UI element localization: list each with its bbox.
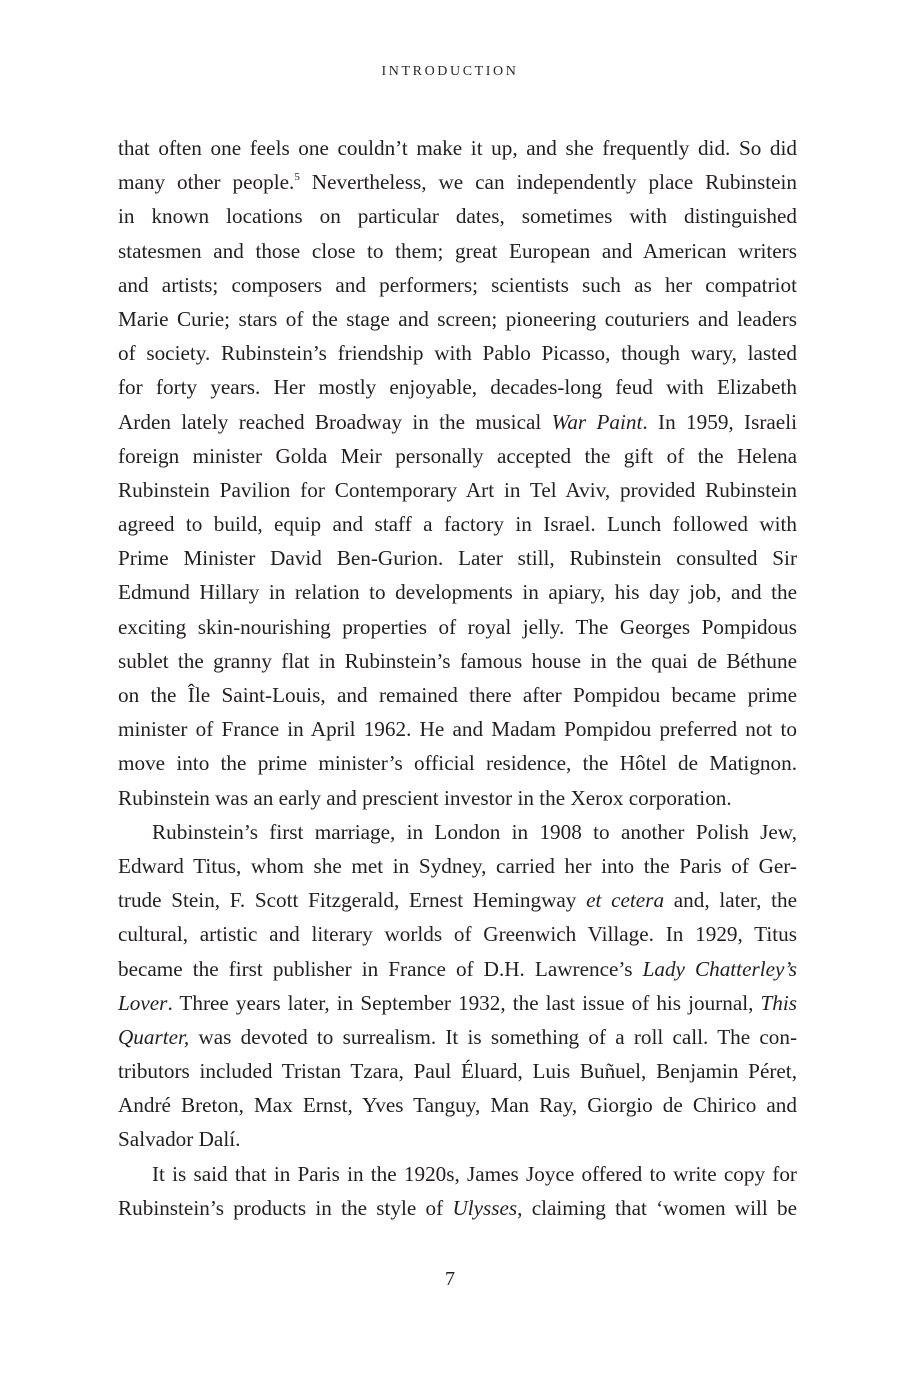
- text-line: [118, 541, 797, 575]
- text-run: Salvador Dalí.: [118, 1127, 241, 1152]
- body-text: [118, 131, 797, 1225]
- text-run: minister of France in April 1962. He and Madam Pompidou preferred not to: [118, 717, 797, 742]
- text-run: foreign minister Golda Meir personally accepted the gift of the Helena: [118, 443, 797, 468]
- text-run: It is said that in Paris in the 1920s, James Joyce offered to write copy for: [152, 1161, 797, 1186]
- text-line: [118, 268, 797, 302]
- text-line: [118, 952, 797, 986]
- text-run: sublet the granny flat in Rubinstein’s famous house in the quai de Béthune: [118, 648, 797, 673]
- text-run: many other people.: [118, 170, 295, 195]
- text-run: statesmen and those close to them; great European and American writers: [118, 238, 797, 263]
- text-line: [118, 917, 797, 951]
- text-line: [118, 199, 797, 233]
- text-run: . Three years later, in September 1932, the last issue of his journal,: [167, 990, 761, 1015]
- text-line: [118, 165, 797, 199]
- text-line: [118, 370, 797, 404]
- text-run: Rubinstein was an early and prescient investor in the Xerox corporation.: [118, 785, 732, 810]
- text-run: trude Stein, F. Scott Fitzgerald, Ernest Hemingway: [118, 888, 587, 913]
- text-run: cultural, artistic and literary worlds of Greenwich Village. In 1929, Titus: [118, 922, 797, 947]
- italic-title: Quarter,: [118, 1024, 190, 1049]
- text-run: Rubinstein’s products in the style of: [118, 1195, 453, 1220]
- text-run: of society. Rubinstein’s friendship with Pablo Picasso, though wary, lasted: [118, 341, 797, 366]
- text-run: Rubinstein’s first marriage, in London in 1908 to another Polish Jew,: [152, 819, 797, 844]
- text-line: [118, 234, 797, 268]
- text-line: [118, 1054, 797, 1088]
- text-line: [118, 746, 797, 780]
- text-line: [118, 883, 797, 917]
- page-number: 7: [445, 1268, 455, 1290]
- footnote-ref: 5: [294, 171, 300, 184]
- text-run: . In 1959, Israeli: [642, 409, 797, 434]
- text-line: [118, 131, 797, 165]
- italic-title: Lover: [118, 990, 168, 1015]
- italic-title: Ulysses: [452, 1195, 518, 1220]
- text-line: [118, 1088, 797, 1122]
- text-line: [118, 678, 797, 712]
- italic-title: This: [760, 990, 797, 1015]
- paragraph: [118, 131, 797, 815]
- text-run: Marie Curie; stars of the stage and screen; pioneering couturiers and leaders: [118, 306, 797, 331]
- text-run: that often one feels one couldn’t make it up, and she frequently did. So did: [118, 136, 797, 160]
- text-run: Edmund Hillary in relation to developments in apiary, his day job, and the: [118, 580, 797, 605]
- text-run: was devoted to surrealism. It is something of a roll call. The con-: [189, 1024, 797, 1049]
- text-run: exciting skin-nourishing properties of royal jelly. The Georges Pompidous: [118, 614, 797, 639]
- text-line: [118, 986, 797, 1020]
- text-line: [118, 336, 797, 370]
- text-line: [118, 1122, 797, 1156]
- italic-title: War Paint: [551, 409, 643, 434]
- text-run: in known locations on particular dates, sometimes with distinguished: [118, 204, 797, 229]
- text-run: Arden lately reached Broadway in the musical: [118, 409, 552, 434]
- text-run: Rubinstein Pavilion for Contemporary Art in Tel Aviv, provided Rubinstein: [118, 477, 797, 502]
- text-line: [118, 712, 797, 746]
- text-run: André Breton, Max Ernst, Yves Tanguy, Man Ray, Giorgio de Chirico and: [118, 1093, 797, 1118]
- italic-title: Lady Chatterley’s: [642, 956, 797, 981]
- text-line: [118, 644, 797, 678]
- text-run: became the first publisher in France of D.H. Lawrence’s: [118, 956, 643, 981]
- text-line: [118, 405, 797, 439]
- paragraph: [118, 815, 797, 1157]
- text-line: [118, 815, 797, 849]
- text-run: and, later, the: [664, 888, 798, 913]
- text-run: on the Île Saint-Louis, and remained there after Pompidou became prime: [118, 683, 797, 707]
- text-line: [118, 1191, 797, 1225]
- text-run: and artists; composers and performers; scientists such as her compatriot: [118, 272, 797, 297]
- text-line: [118, 302, 797, 336]
- text-run: tributors included Tristan Tzara, Paul Éluard, Luis Buñuel, Benjamin Péret,: [118, 1059, 797, 1084]
- text-run: agreed to build, equip and staff a factory in Israel. Lunch followed with: [118, 512, 797, 537]
- running-head: INTRODUCTION: [381, 64, 519, 79]
- text-line: [118, 1020, 797, 1054]
- text-line: [118, 610, 797, 644]
- text-line: [118, 575, 797, 609]
- text-run: , claiming that ‘women will be: [517, 1195, 797, 1220]
- paragraph: [118, 1157, 797, 1225]
- text-run: move into the prime minister’s official residence, the Hôtel de Matignon.: [118, 751, 797, 776]
- text-line: [118, 507, 797, 541]
- text-line: [118, 1157, 797, 1191]
- text-run: Nevertheless, we can independently place Rubinstein: [299, 170, 797, 195]
- text-line: [118, 781, 797, 815]
- italic-title: et cetera: [586, 888, 665, 913]
- text-line: [118, 473, 797, 507]
- text-run: Prime Minister David Ben-Gurion. Later still, Rubinstein consulted Sir: [118, 546, 797, 571]
- text-run: Edward Titus, whom she met in Sydney, carried her into the Paris of Ger-: [118, 853, 797, 878]
- text-run: for forty years. Her mostly enjoyable, decades-long feud with Elizabeth: [118, 375, 797, 400]
- text-line: [118, 849, 797, 883]
- text-line: [118, 439, 797, 473]
